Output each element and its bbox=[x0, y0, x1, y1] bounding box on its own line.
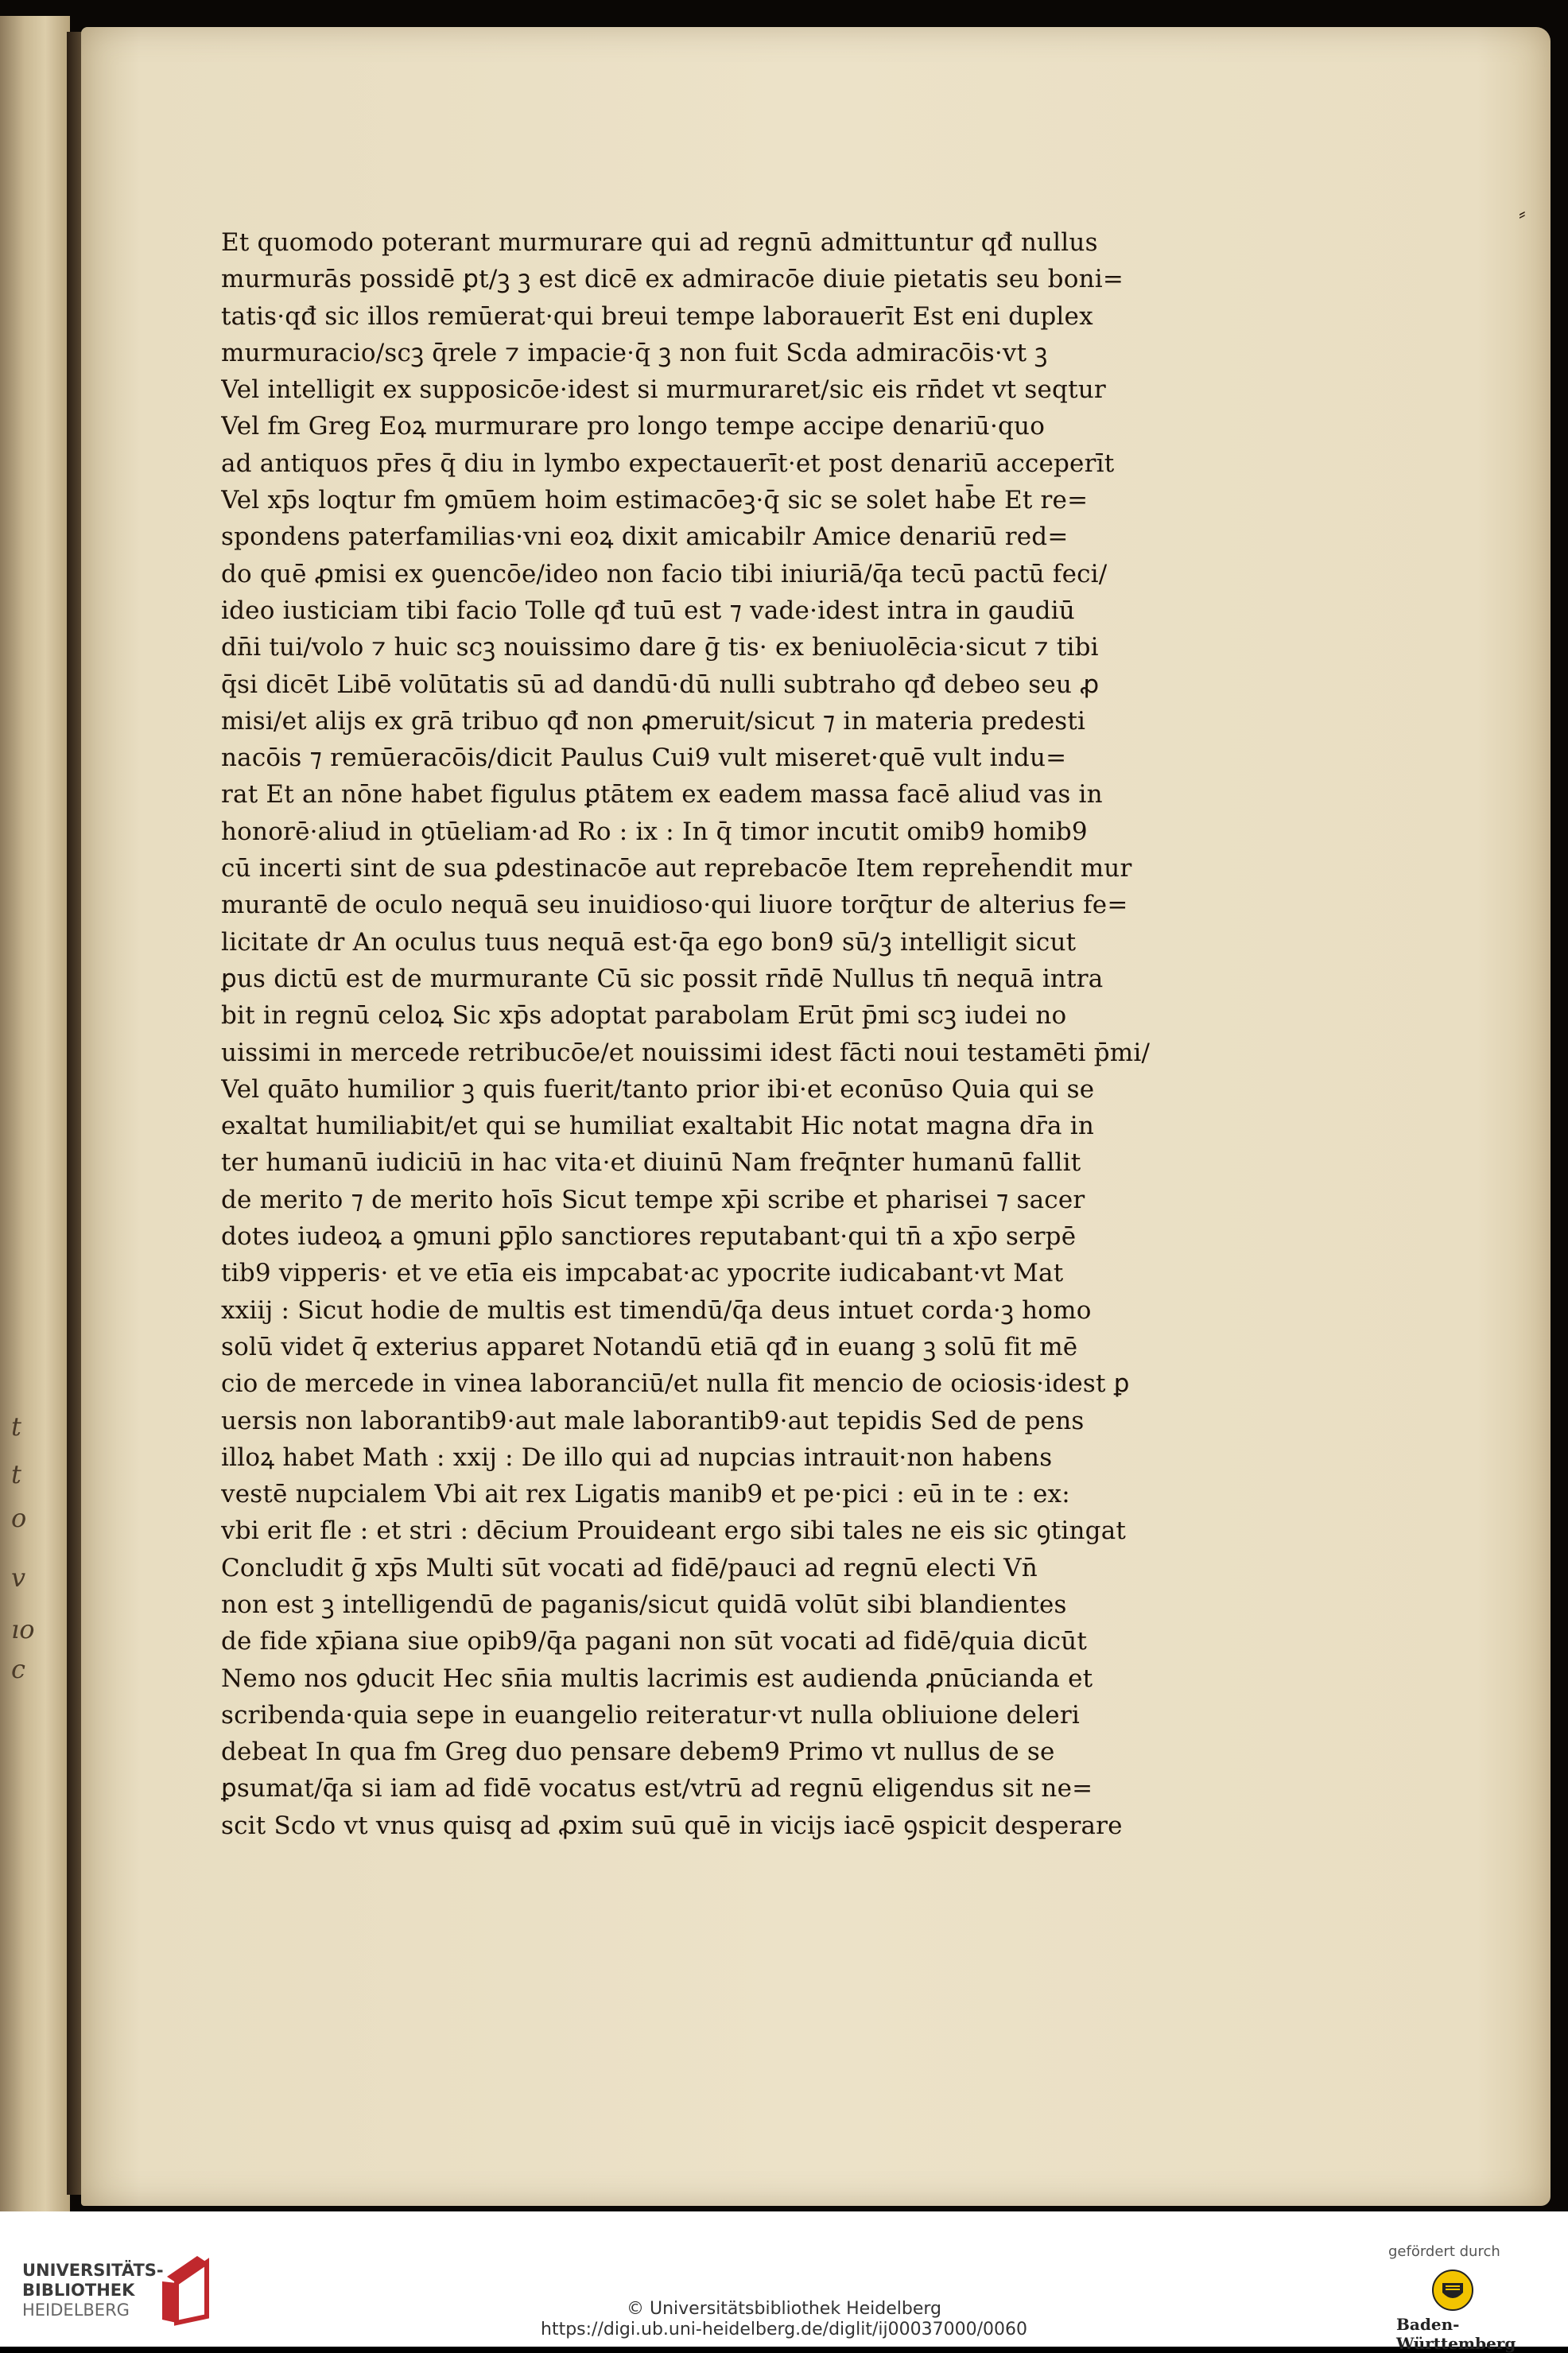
text-line: Vel fm Greg Eoꝝ murmurare pro longo tempe accipe denariū·quo bbox=[221, 412, 1046, 441]
text-line: ꝑus dictū est de murmurante Cū sic possit rn̄dē Nullus tn̄ nequā intra bbox=[221, 964, 1104, 993]
text-line: illoꝝ habet Math : xxij : De illo qui ad nupcias intrauit·non habens bbox=[221, 1442, 1053, 1472]
library-name-line: HEIDELBERG bbox=[22, 2301, 130, 2320]
text-line: exaltat humiliabit/et qui se humiliat exaltabit Hic notat magna dr̄a in bbox=[221, 1112, 1095, 1141]
library-name-line: BIBLIOTHEK bbox=[22, 2281, 135, 2300]
text-line: Vel xp̄s loqtur fm ꝯmūem hoim estimacōeꝫ·q̄ sic se solet hab̄e Et re= bbox=[221, 486, 1089, 515]
library-name-line: UNIVERSITÄTS- bbox=[22, 2261, 164, 2280]
source-url-link[interactable]: https://digi.ub.uni-heidelberg.de/diglit/ij00037000/0060 bbox=[541, 2320, 1027, 2339]
text-line: Vel quāto humilior ꝫ quis fuerit/tanto prior ibi·et econūso Quia qui se bbox=[221, 1074, 1095, 1104]
text-line: Concludit ḡ xp̄s Multi sūt vocati ad fidē/pauci ad regnū electi Vn̄ bbox=[221, 1553, 1038, 1582]
text-line: bit in regnū celoꝝ Sic xp̄s adoptat parabolam Erūt p̄mi scꝫ iudei no bbox=[221, 1001, 1067, 1031]
text-line: dn̄i tui/volo ⁊ huic scꝫ nouissimo dare ḡ tis· ex beniuolēcia·sicut ⁊ tibi bbox=[221, 633, 1099, 662]
text-line: non est ꝫ intelligendū de paganis/sicut quidā volūt sibi blandientes bbox=[221, 1590, 1067, 1619]
funded-by-label: gefördert durch bbox=[1388, 2243, 1500, 2260]
text-line: de fide xp̄iana siue opib9/q̄a pagani non sūt vocati ad fidē/quia dicūt bbox=[221, 1627, 1087, 1656]
footer bbox=[0, 2211, 1568, 2353]
text-line: tib9 vipperis· et ve etīa eis impcabat·ac ypocrite iudicabant·vt Mat bbox=[221, 1259, 1064, 1288]
text-line: do quē ꝓmisi ex ꝯuencōe/ideo non facio tibi iniuriā/q̄a tecū pactū feci/ bbox=[221, 559, 1108, 588]
text-block bbox=[221, 224, 1452, 1844]
text-line: xxiij : Sicut hodie de multis est timendū/q̄a deus intuet corda·ꝫ homo bbox=[221, 1295, 1092, 1325]
text-line: cū incerti sint de sua ꝑdestinacōe aut reprebacōe Item repreh̄endit mur bbox=[221, 854, 1132, 883]
margin-fragment: t bbox=[11, 1411, 21, 1442]
baden-wuerttemberg-emblem-icon[interactable] bbox=[1431, 2269, 1474, 2312]
text-line: misi/et alijs ex grā tribuo qđ non ꝓmeruit/sicut ⁊ in materia predesti bbox=[221, 706, 1086, 736]
text-line: licitate dr An oculus tuus nequā est·q̄a ego bon9 sū/ꝫ intelligit sicut bbox=[221, 927, 1077, 957]
text-line: uissimi in mercede retribucōe/et nouissimi idest fācti noui testamēti p̄mi/ bbox=[221, 1038, 1151, 1067]
corner-mark: ⸗ bbox=[1519, 202, 1526, 226]
text-line: murmurās possidē ꝑt/ꝫ ꝫ est dicē ex admiracōe diuie pietatis seu boni= bbox=[221, 265, 1124, 294]
text-line: debeat In qua fm Greg duo pensare debem9 Primo vt nullus de se bbox=[221, 1738, 1055, 1767]
funder-name: Baden-Württemberg bbox=[1396, 2315, 1516, 2353]
text-line: q̄si dicēt Libē volūtatis sū ad dandū·dū nulli subtraho qđ debeo seu ꝓ bbox=[221, 670, 1100, 699]
text-line: spondens paterfamilias·vni eoꝝ dixit amicabilr Amice denariū red= bbox=[221, 522, 1069, 552]
text-line: murantē de oculo nequā seu inuidioso·qui liuore torq̄tur de alterius fe= bbox=[221, 891, 1128, 920]
text-line: tatis·qđ sic illos remūerat·qui breui tempe laborauerīt Est eni duplex bbox=[221, 301, 1093, 331]
text-line: nacōis ⁊ remūeracōis/dicit Paulus Cui9 vult miseret·quē vult indu= bbox=[221, 744, 1067, 773]
text-line: scit Scdo vt vnus quisq ad ꝓxim suū quē in vicijs iacē ꝯspicit desperare bbox=[221, 1811, 1123, 1840]
text-line: honorē·aliud in ꝯtūeliam·ad Ro : ix : In q̄ timor incutit omib9 homib9 bbox=[221, 817, 1088, 846]
text-line: rat Et an nōne habet figulus ꝑtātem ex eadem massa facē aliud vas in bbox=[221, 780, 1103, 810]
text-line: Vel intelligit ex supposicōe·idest si murmuraret/sic eis rn̄det vt seqtur bbox=[221, 375, 1106, 405]
text-line: ad antiquos pr̄es q̄ diu in lymbo expectauerīt·et post denariū acceperīt bbox=[221, 448, 1115, 478]
text-line: solū videt q̄ exterius apparet Notandū etiā qđ in euang ꝫ solū fit mē bbox=[221, 1332, 1078, 1361]
left-page-edge bbox=[0, 16, 70, 2211]
margin-fragment: ıo bbox=[11, 1614, 35, 1644]
text-line: ꝑsumat/q̄a si iam ad fidē vocatus est/vtrū ad regnū eligendus sit ne= bbox=[221, 1774, 1093, 1804]
text-line: vbi erit fle : et stri : dēcium Prouideant ergo sibi tales ne eis sic ꝯtingat bbox=[221, 1516, 1127, 1546]
text-line: murmuracio/scꝫ q̄rele ⁊ impacie·q̄ ꝫ non fuit Scda admiracōis·vt ꝫ bbox=[221, 338, 1048, 367]
text-line: dotes iudeoꝝ a ꝯmuni ꝑp̄lo sanctiores reputabant·qui tn̄ a xp̄o serpē bbox=[221, 1222, 1077, 1252]
text-line: Nemo nos ꝯducit Hec sn̄ia multis lacrimis est audienda ꝓnūcianda et bbox=[221, 1664, 1093, 1693]
margin-fragment: o bbox=[11, 1503, 27, 1533]
text-line: cio de mercede in vinea laboranciū/et nulla fit mencio de ociosis·idest ꝑ bbox=[221, 1369, 1130, 1399]
text-line: de merito ⁊ de merito hoīs Sicut tempe xp̄i scribe et pharisei ⁊ sacer bbox=[221, 1185, 1085, 1214]
text-line: ideo iusticiam tibi facio Tolle qđ tuū est ⁊ vade·idest intra in gaudiū bbox=[221, 596, 1075, 625]
text-line: ter humanū iudiciū in hac vita·et diuinū Nam freq̄nter humanū fallit bbox=[221, 1148, 1081, 1178]
margin-fragment: v bbox=[11, 1563, 26, 1593]
margin-fragment: c bbox=[11, 1654, 25, 1684]
text-line: uersis non laborantib9·aut male laborantib9·aut tepidis Sed de pens bbox=[221, 1406, 1085, 1435]
margin-fragment: t bbox=[11, 1459, 21, 1489]
text-line: scribenda·quia sepe in euangelio reiteratur·vt nulla obliuione deleri bbox=[221, 1700, 1080, 1730]
text-line: vestē nupcialem Vbi ait rex Ligatis manib9 et pe·pici : eū in te : ex: bbox=[221, 1480, 1070, 1509]
text-line: Et quomodo poterant murmurare qui ad regnū admittuntur qđ nullus bbox=[221, 228, 1098, 257]
copyright-text: © Universitätsbibliothek Heidelberg bbox=[626, 2299, 941, 2319]
